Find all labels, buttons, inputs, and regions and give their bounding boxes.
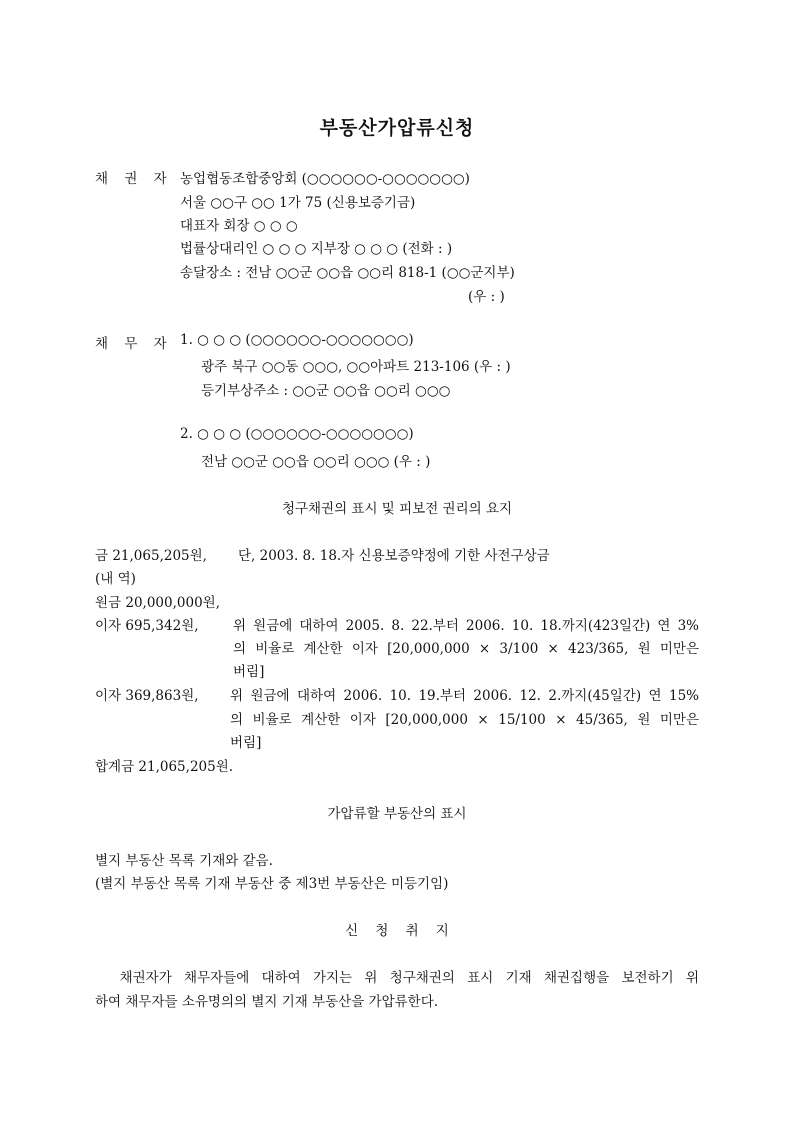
document-title: 부동산가압류신청 xyxy=(319,117,475,139)
breakdown-label: (내 역) xyxy=(95,571,136,587)
claim-amount: 금 21,065,205원, xyxy=(95,548,207,564)
debtor-1-name: 1. ○ ○ ○ (○○○○○○-○○○○○○○) xyxy=(180,332,414,348)
interest-1-label: 이자 695,342원, xyxy=(95,618,199,634)
interest-1-line-2: 의 비율로 계산한 이자 [20,000,000 × 3/100 × 423/365, 원 미만은 xyxy=(233,641,699,657)
creditor-legal-agent: 법률상대리인 ○ ○ ○ 지부장 ○ ○ ○ (전화 : ) xyxy=(180,241,453,257)
principal-line: 원금 20,000,000원, xyxy=(95,595,221,611)
property-line-2: (별지 부동산 목록 기재 부동산 중 제3번 부동산은 미등기임) xyxy=(95,876,449,892)
debtor-label: 채 무 자 xyxy=(95,336,173,352)
interest-1-line-1: 위 원금에 대하여 2005. 8. 22.부터 2006. 10. 18.까지(423일간) 연 3% xyxy=(233,618,699,634)
interest-2-label: 이자 369,863원, xyxy=(95,688,199,704)
interest-2-line-1: 위 원금에 대하여 2006. 10. 19.부터 2006. 12. 2.까지(45일간) 연 15% xyxy=(230,688,699,704)
creditor-address: 서울 ○○구 ○○ 1가 75 (신용보증기금) xyxy=(180,195,416,211)
property-line-1: 별지 부동산 목록 기재와 같음. xyxy=(95,853,273,869)
property-heading: 가압류할 부동산의 표시 xyxy=(327,806,467,822)
claim-heading: 청구채권의 표시 및 피보전 권리의 요지 xyxy=(281,501,513,517)
debtor-2-name: 2. ○ ○ ○ (○○○○○○-○○○○○○○) xyxy=(180,426,414,442)
interest-2-line-3: 버림] xyxy=(230,735,262,751)
purpose-line-2: 하여 채무자들 소유명의의 별지 기재 부동산을 가압류한다. xyxy=(95,994,439,1010)
debtor-2-address: 전남 ○○군 ○○읍 ○○리 ○○○ (우 : ) xyxy=(201,454,431,470)
purpose-heading: 신 청 취 지 xyxy=(345,923,449,939)
creditor-postal-code: (우 : ) xyxy=(468,289,505,305)
debtor-1-registered-address: 등기부상주소 : ○○군 ○○읍 ○○리 ○○○ xyxy=(201,383,451,399)
claim-amount-description: 단, 2003. 8. 18.자 신용보증약정에 기한 사전구상금 xyxy=(238,548,550,564)
creditor-name: 농업협동조합중앙회 (○○○○○○-○○○○○○○) xyxy=(180,171,470,187)
creditor-label: 채 권 자 xyxy=(95,171,173,187)
interest-1-line-3: 버림] xyxy=(233,664,265,680)
interest-2-line-2: 의 비율로 계산한 이자 [20,000,000 × 15/100 × 45/365, 원 미만은 xyxy=(230,712,699,728)
debtor-1-address: 광주 북구 ○○동 ○○○, ○○아파트 213-106 (우 : ) xyxy=(201,359,511,375)
purpose-line-1: 채권자가 채무자들에 대하여 가지는 위 청구채권의 표시 기재 채권집행을 보전하기 위 xyxy=(95,970,699,986)
creditor-representative: 대표자 회장 ○ ○ ○ xyxy=(180,218,298,234)
creditor-service-address: 송달장소 : 전남 ○○군 ○○읍 ○○리 818-1 (○○군지부) xyxy=(180,265,515,281)
total-line: 합계금 21,065,205원. xyxy=(95,759,234,775)
